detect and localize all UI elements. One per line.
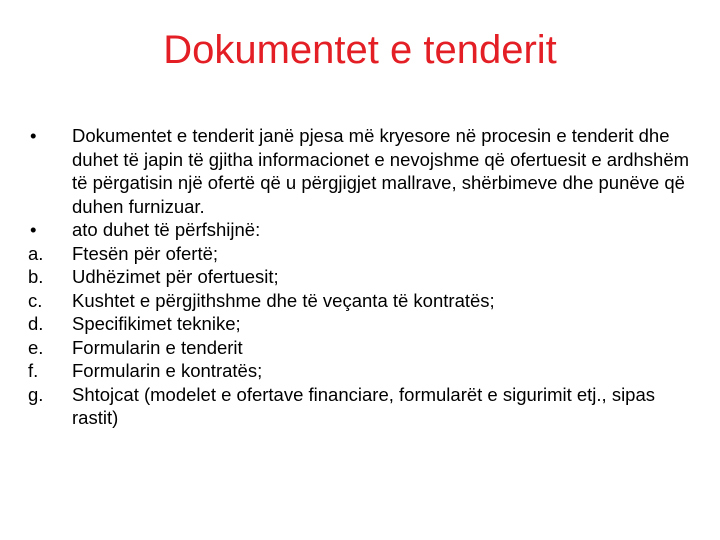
second-text: ato duhet të përfshijnë: <box>72 219 261 240</box>
list-item-e <box>26 336 706 360</box>
intro-text <box>72 124 706 218</box>
list-marker: g. <box>28 383 44 405</box>
intro-rest: janë pjesa më kryesore në procesin e tenderit dhe duhet të japin të gjitha informacionet e nevojshme që ofertuesit e ardhshëm të përgatisin një ofertë që u përgjigjet mallrave, shërbimeve dhe punëve që duhen furnizuar. <box>72 125 690 217</box>
list-marker: b. <box>28 266 44 287</box>
list-item-text: Ftesën për ofertë; <box>72 242 219 264</box>
bullet-marker: • <box>30 219 37 240</box>
list-item-text: Formularin e tenderit <box>72 336 243 358</box>
slide-title: Dokumentet e tenderit <box>163 28 557 72</box>
list-item-d <box>26 312 706 336</box>
list-marker: a. <box>28 242 44 264</box>
list-item-text: Udhëzimet për ofertuesit; <box>72 266 279 287</box>
list-item-text: Kushtet e përgjithshme dhe të veçanta të kontratës; <box>72 289 495 311</box>
list-marker: d. <box>28 313 44 334</box>
list-item-intro <box>26 124 706 218</box>
list-item-text: Shtojcat (modelet e ofertave financiare, formularët e sigurimit etj., sipas rastit) <box>72 383 656 428</box>
list-marker: c. <box>28 289 43 311</box>
list-item-text: Specifikimet teknike; <box>72 313 241 334</box>
bullet-marker: • <box>30 125 37 146</box>
list-item-g <box>26 383 706 430</box>
list-marker: e. <box>28 336 44 358</box>
list-marker: f. <box>28 360 39 381</box>
list-item-b <box>26 265 706 289</box>
list-item-second <box>26 218 706 242</box>
list-item-text: Formularin e kontratës; <box>72 360 263 381</box>
intro-lead: Dokumentet e tenderit <box>72 125 255 146</box>
list-item-f <box>26 359 706 383</box>
list-item-c <box>26 289 706 313</box>
list-item-a <box>26 242 706 266</box>
slide-body <box>26 124 706 430</box>
